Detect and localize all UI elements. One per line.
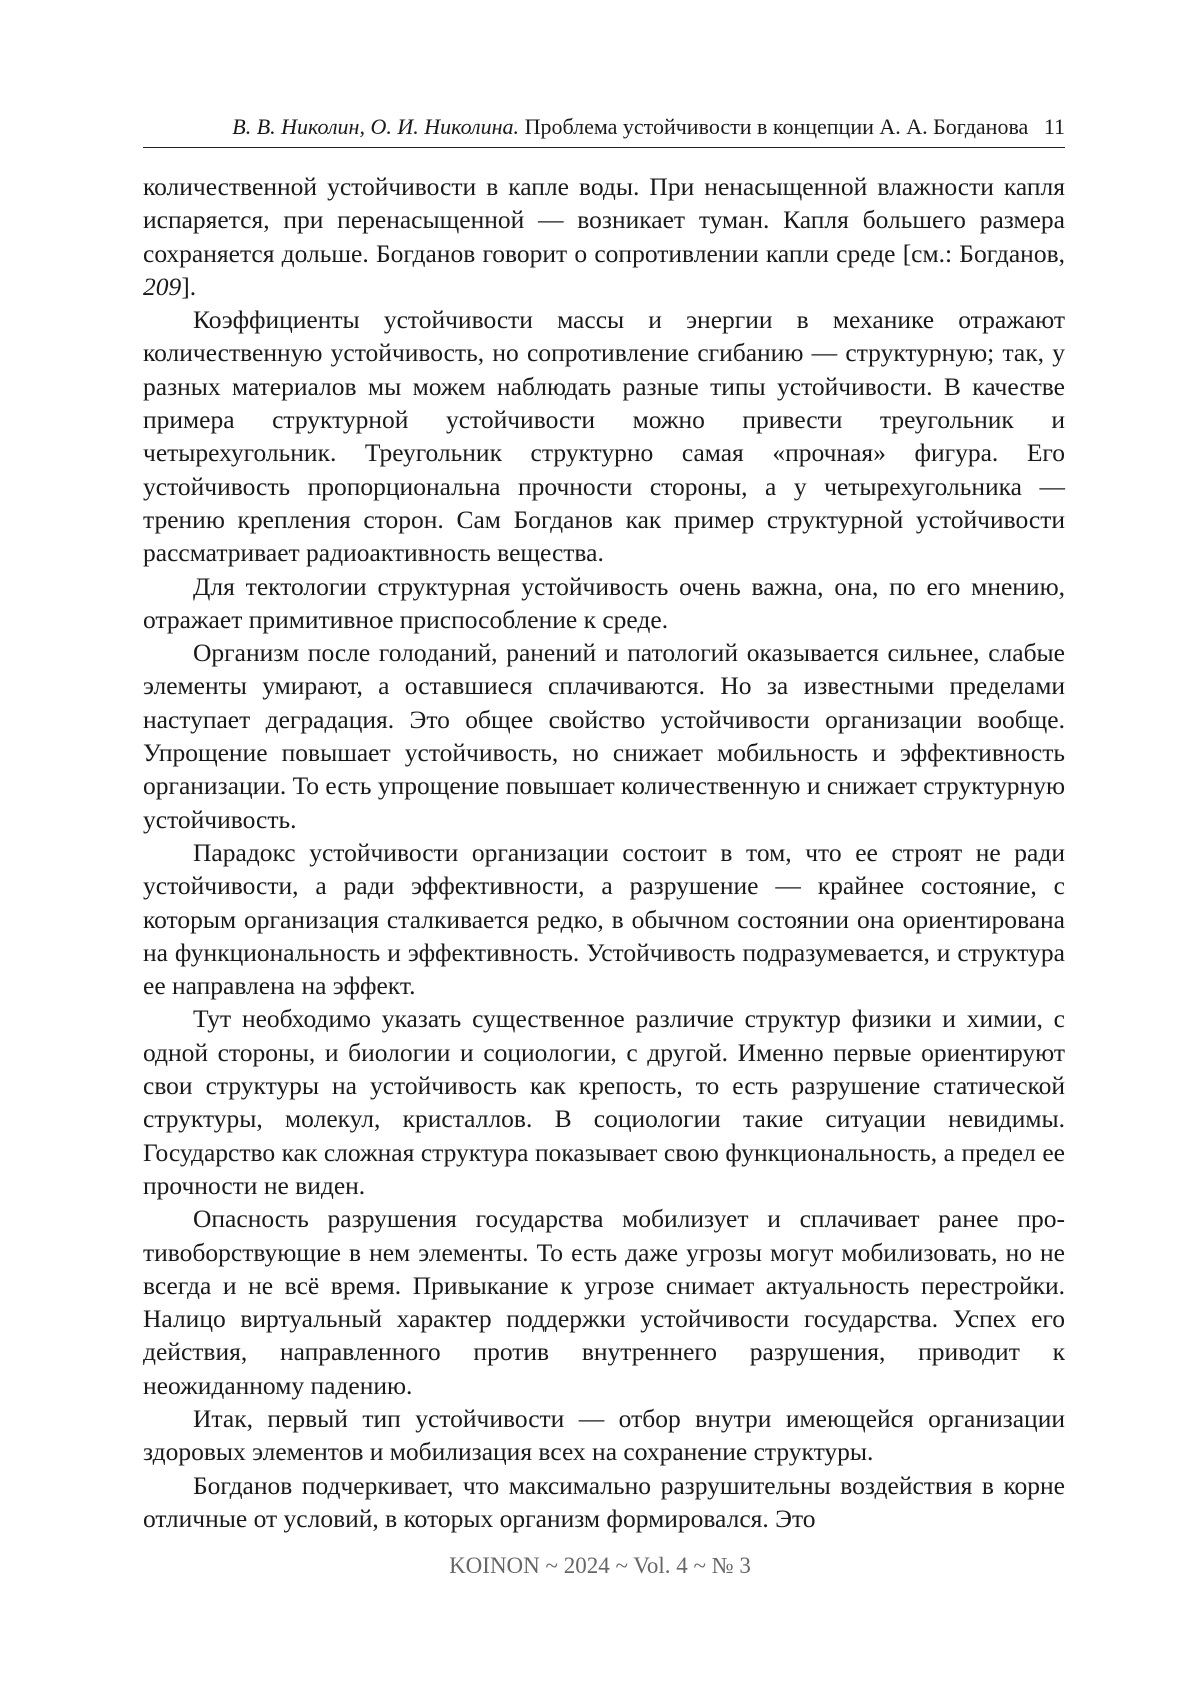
- paragraph: Итак, первый тип устойчивости — отбор внутри имеющейся организации здоровых элементов и мобилизация всех на сохранение структуры.: [143, 1403, 1065, 1467]
- article-body: [143, 170, 1065, 1535]
- paragraph: Организм после голоданий, ранений и патологий оказывается сильнее, слабые элементы умирают, а оставшиеся сплачиваются. Но за известными пределами наступает деградация. Это общее свойство устойчивости организации вообще. Упрощение повышает устойчивость, но снижает мобильность и эффективность организации. То есть упрощение повышает количественную и снижает структурную устойчивость.: [143, 638, 1065, 834]
- paragraph-text: количественной устойчивости в капле воды. При ненасыщенной влажности капля испаряется, при перенасыщенной — возникает туман. Капля большего размера сохраняется дольше. Богданов говорит о сопротивлении капли среде [см.: Богданов,: [143, 172, 1065, 268]
- paragraph: Для тектологии структурная устойчивость очень важна, она, по его мнению, отражает примитивное приспособление к среде.: [143, 571, 1065, 634]
- running-header: [143, 115, 1065, 148]
- paragraph-text-end: ].: [181, 271, 197, 301]
- paragraph-continued: [143, 170, 1065, 303]
- citation-page: 209: [143, 271, 182, 301]
- paragraph: Тут необходимо указать существенное различие структур физики и химии, с одной стороны, и биологии и социологии, с другой. Именно первые ориентируют свои структуры на устойчивость как крепость, то есть разрушение статической структуры, молекул, кристаллов. В социологии такие ситуации невидимы. Государство как сложная структура показывает свою функциональность, а предел ее прочности не виден.: [143, 1004, 1065, 1200]
- journal-footer: KOINON ~ 2024 ~ Vol. 4 ~ № 3: [449, 1553, 751, 1578]
- header-authors: В. В. Николин, О. И. Николина.: [232, 114, 520, 139]
- paragraph: Богданов подчеркивает, что максимально разрушительны воздействия в корне отличные от условий, в которых организм формировался. Это: [143, 1470, 1065, 1533]
- header-title: Проблема устойчивости в концепции А. А. Богданова: [524, 114, 1029, 139]
- page-number: 11: [1043, 114, 1065, 139]
- paragraph: Опасность разрушения государства мобилизует и сплачивает ранее противоборствующие в нем элементы. То есть даже угрозы могут мобилизовать, но не всегда и не всё время. Привыкание к угрозе снимает актуальность перестройки. Налицо виртуальный характер поддержки устойчивости государства. Успех его действия, направленного против внутреннего разрушения, приводит к неожиданному падению.: [143, 1204, 1065, 1400]
- paragraph: Коэффициенты устойчивости массы и энергии в механике отражают количественную устойчивость, но сопротивление сгибанию — структурную; так, у разных материалов мы можем наблюдать разные типы устойчивости. В качестве примера структурной устойчивости можно привести треугольник и четырехугольник. Треугольник структурно самая «прочная» фигура. Его устойчивость пропорциональна прочности стороны, а у четырехугольника — трению крепления сторон. Сам Богданов как пример структурной устойчивости рассматривает радиоактивность вещества.: [143, 305, 1065, 568]
- paragraph: Парадокс устойчивости организации состоит в том, что ее строят не ради устойчивости, а ради эффективности, а разрушение — крайнее состояние, с которым организация сталкивается редко, в обычном состоянии она ориентирована на функциональность и эффективность. Устойчивость подразумевается, и структура ее направлена на эффект.: [143, 837, 1065, 1001]
